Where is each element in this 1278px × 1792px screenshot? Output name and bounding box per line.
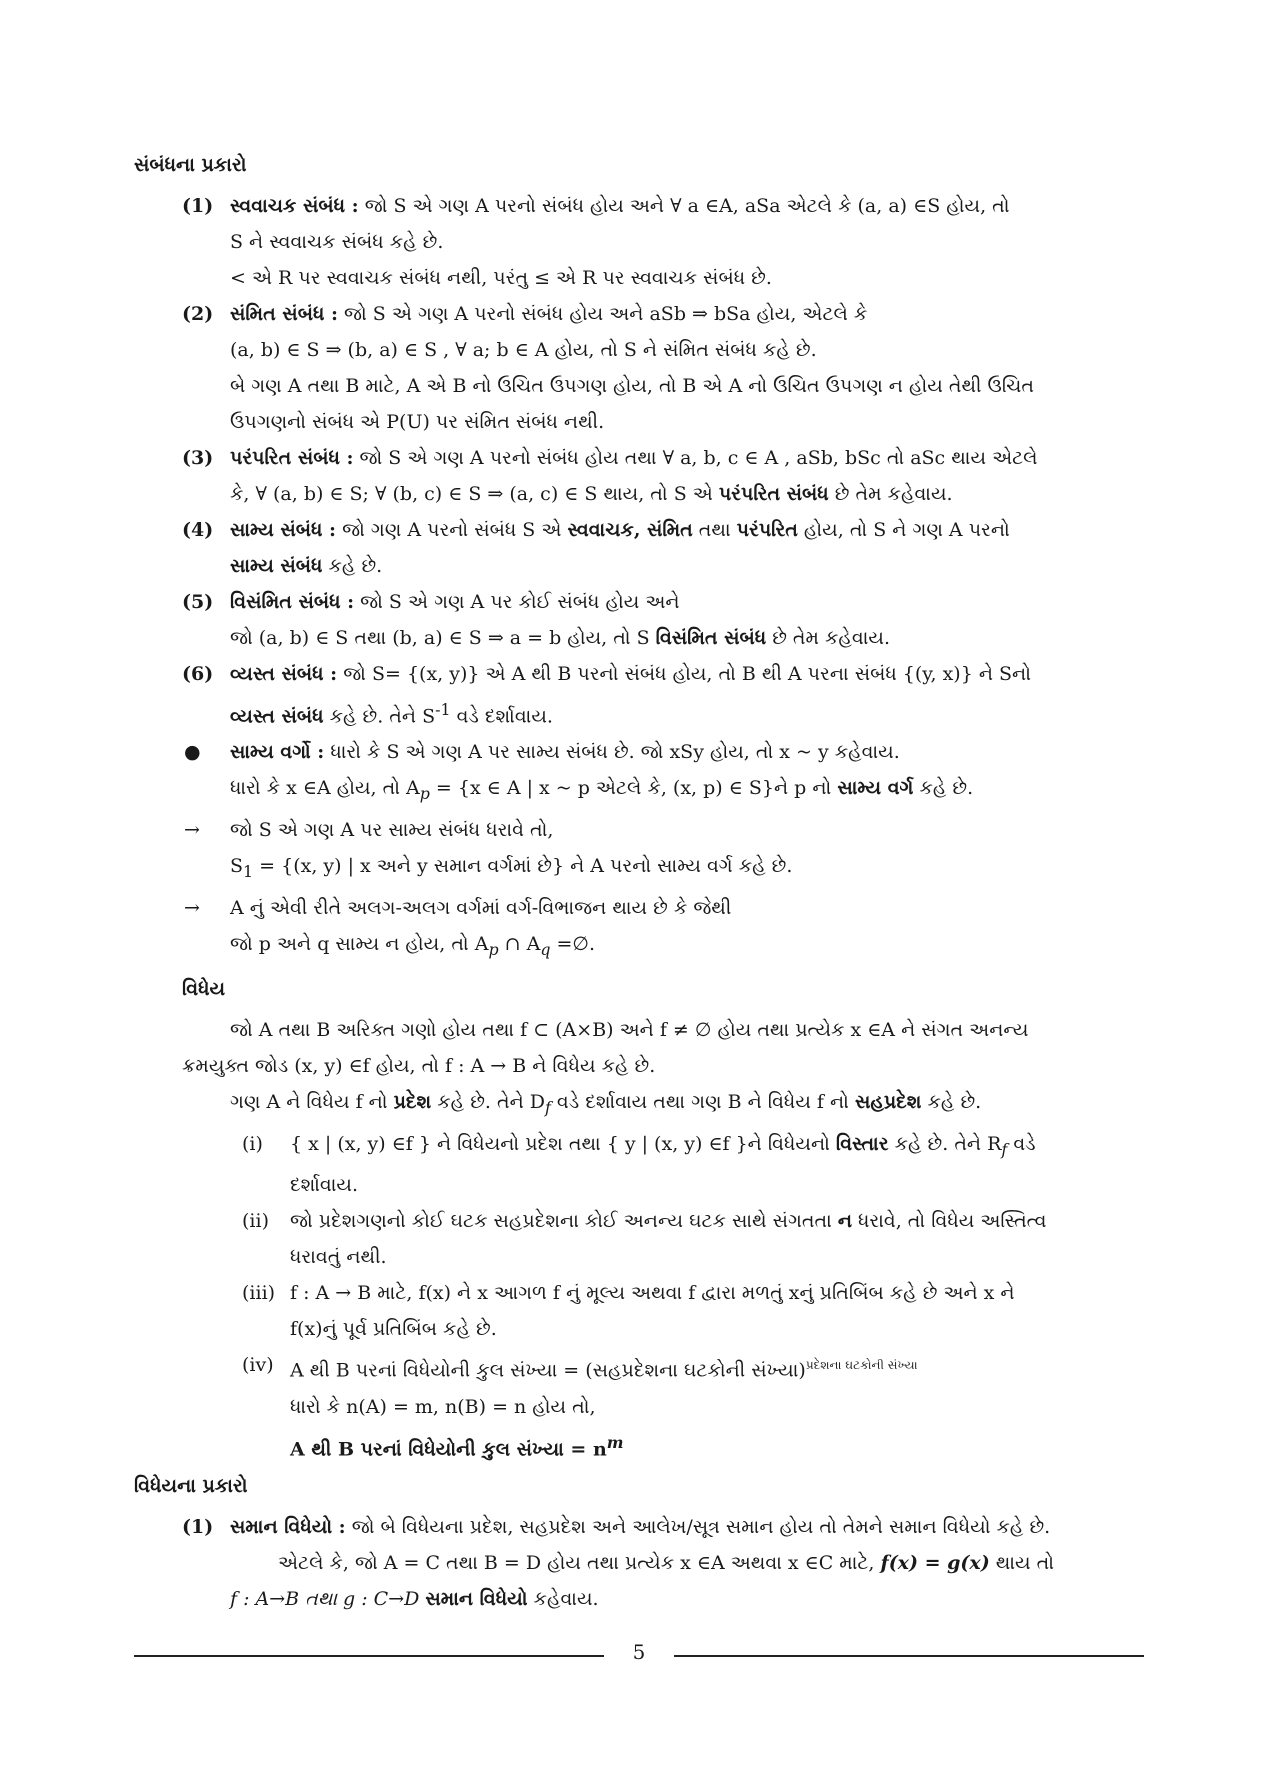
item-text: એટલે કે, જો A = C તથા B = D હોય તથા પ્રત્યેક x ∈A અથવા x ∈C માટે, xyxy=(278,1551,875,1574)
page-number: 5 xyxy=(632,1640,646,1664)
list-number: (i) xyxy=(242,1132,263,1155)
item-line xyxy=(290,1203,1144,1239)
relation-reflexive xyxy=(134,188,1144,296)
item-text: કહે છે. xyxy=(919,777,974,800)
para-line: જો A તથા B અરિક્ત ગણો હોય તથા f ⊂ (A×B) અને f ≠ ∅ હોય તથા પ્રત્યેક x ∈A ને સંગત અનન્ય xyxy=(230,1018,1029,1041)
item-line xyxy=(230,770,1144,812)
superscript: પ્રદેશના ઘટકોની સંખ્યા xyxy=(805,1358,918,1373)
item-text: ધરાવે, તો વિધેય અસ્તિત્વ xyxy=(858,1210,1047,1233)
item-line: જો S એ ગણ A પર સામ્ય સંબંધ ધરાવે તો, xyxy=(230,819,554,842)
item-text: f : A→B તથા g : C→D xyxy=(230,1587,420,1610)
item-text: કહે છે. xyxy=(927,1090,982,1113)
item-line xyxy=(230,1581,1144,1617)
item-text: જો S એ ગણ A પરનો સંબંધ હોય તથા ∀ a, b, c ∈ A , aSb, bSc તો aSc થાય એટલે xyxy=(359,447,1038,469)
section-heading-function-types: વિધેયના પ્રકારો xyxy=(134,1474,248,1497)
subscript: 1 xyxy=(243,861,254,881)
item-line: f(x)નું પૂર્વ પ્રતિબિંબ કહે છે. xyxy=(290,1318,497,1341)
bold-term: વિસંમિત સંબંધ xyxy=(655,627,767,649)
item-text: હોય, તો S ને ગણ A પરનો xyxy=(803,519,1010,541)
item-head: સંમિત સંબંધ : xyxy=(230,303,338,325)
list-number: (iv) xyxy=(242,1354,274,1377)
item-text: =∅. xyxy=(556,932,596,955)
item-text: જો પ્રદેશગણનો કોઈ ઘટક સહપ્રદેશના કોઈ અનન્ય ઘટક સાથે સંગતતા xyxy=(290,1210,832,1233)
bold-term: વ્યસ્ત સંબંધ xyxy=(230,705,324,728)
item-line xyxy=(230,584,1144,620)
para-line: ક્રમયુક્ત જોડ (x, y) ∈f હોય, તો f : A → B ને વિધેય કહે છે. xyxy=(182,1054,656,1077)
bold-term: પરંપરિત xyxy=(736,519,798,541)
item-text: તથા xyxy=(698,519,731,541)
item-line xyxy=(230,926,1144,968)
item-number: (2) xyxy=(182,303,214,325)
item-text: કહે છે. તેને S xyxy=(329,705,436,728)
domain-codomain-definition xyxy=(134,1084,1144,1126)
item-line: દર્શાવાય. xyxy=(290,1174,359,1197)
function-definition xyxy=(134,1012,1144,1084)
item-text: કહે છે. xyxy=(328,555,383,577)
page-footer xyxy=(134,1640,1144,1670)
section-heading-function: વિધેય xyxy=(182,977,226,1000)
section-heading-relation-types: સંબંધના પ્રકારો xyxy=(134,154,247,176)
item-text: જો p અને q સામ્ય ન હોય, તો A xyxy=(230,932,489,955)
item-number: (6) xyxy=(182,663,214,685)
item-head: સમાન વિધેયો : xyxy=(230,1515,346,1538)
subscript: q xyxy=(540,939,551,959)
item-text: કહેવાય. xyxy=(533,1587,599,1610)
item-text: જો S એ ગણ A પરનો સંબંધ હોય અને aSb ⇒ bSa હોય, એટલે કે xyxy=(344,303,868,325)
item-line xyxy=(230,188,1144,224)
bold-term: સામ્ય સંબંધ xyxy=(230,555,323,577)
item-line xyxy=(290,1347,1144,1388)
subscript: f xyxy=(1001,1139,1008,1159)
item-text: જો ગણ A પરનો સંબંધ S એ xyxy=(342,519,562,541)
arrow-note xyxy=(134,890,1144,968)
subscript: f xyxy=(545,1097,551,1117)
item-text: થાય તો xyxy=(995,1551,1054,1574)
bullet-icon: ● xyxy=(184,741,201,764)
bold-term: સામ્ય વર્ગ xyxy=(837,777,914,800)
footer-rule-right xyxy=(674,1655,1144,1657)
item-text: A થી B પરનાં વિધેયોની કુલ સંખ્યા = n xyxy=(290,1437,607,1460)
item-line xyxy=(230,734,1144,770)
item-line xyxy=(230,476,1144,512)
item-text: કહે છે. તેને R xyxy=(894,1132,1002,1155)
item-line xyxy=(230,548,1144,584)
item-number: (5) xyxy=(182,591,214,613)
bold-term: સહપ્રદેશ xyxy=(854,1090,922,1113)
item-line xyxy=(230,620,1144,656)
equal-functions xyxy=(134,1509,1144,1617)
item-text: વડે xyxy=(1013,1132,1036,1155)
arrow-note xyxy=(134,812,1144,890)
list-number: (ii) xyxy=(242,1210,269,1233)
equivalence-classes xyxy=(134,734,1144,812)
item-line: ધરાવતું નથી. xyxy=(290,1246,387,1269)
bold-term: પ્રદેશ xyxy=(393,1090,432,1113)
item-text: જો (a, b) ∈ S તથા (b, a) ∈ S ⇒ a = b હોય, તો S xyxy=(230,627,650,649)
item-text: જો S એ ગણ A પરનો સંબંધ હોય અને ∀ a ∈A, aSa એટલે કે (a, a) ∈S હોય, તો xyxy=(364,195,1010,217)
item-text: કે, ∀ (a, b) ∈ S; ∀ (b, c) ∈ S ⇒ (a, c) ∈ S થાય, તો S એ xyxy=(230,483,713,505)
item-text: ગણ A ને વિધેય f નો xyxy=(230,1090,388,1113)
item-text: વડે દર્શાવાય તથા ગણ B ને વિધેય f નો xyxy=(556,1090,849,1113)
item-text: જો બે વિધેયના પ્રદેશ, સહપ્રદેશ અને આલેખ/સૂત્ર સમાન હોય તો તેમને સમાન વિધેયો કહે છે. xyxy=(351,1515,1051,1538)
item-text: છે તેમ કહેવાય. xyxy=(834,483,953,505)
superscript: -1 xyxy=(435,700,451,719)
item-text: = {(x, y) | x અને y સમાન વર્ગમાં છે} ને A પરનો સામ્ય વર્ગ કહે છે. xyxy=(259,855,793,878)
item-head: સામ્ય સંબંધ : xyxy=(230,519,337,541)
item-line xyxy=(230,1545,1144,1581)
bold-term: પરંપરિત સંબંધ xyxy=(718,483,829,505)
relation-inverse xyxy=(134,656,1144,734)
bold-term: વિસ્તાર xyxy=(835,1132,889,1155)
item-line xyxy=(290,1425,1144,1467)
subscript: p xyxy=(419,784,430,804)
item-text: જો S= {(x, y)} એ A થી B પરનો સંબંધ હોય, તો B થી A પરના સંબંધ {(y, x)} ને Sનો xyxy=(343,663,1031,685)
function-point-ii xyxy=(134,1203,1144,1275)
function-point-iv xyxy=(134,1347,1144,1467)
bold-term: ન xyxy=(837,1210,852,1233)
item-text: ધારો કે x ∈A હોય, તો A xyxy=(230,777,420,800)
item-text: A થી B પરનાં વિધેયોની કુલ સંખ્યા = (સહપ્રદેશના ઘટકોની સંખ્યા) xyxy=(290,1359,806,1382)
relation-equivalence xyxy=(134,512,1144,584)
item-line xyxy=(230,656,1144,692)
relation-transitive xyxy=(134,440,1144,512)
subscript: p xyxy=(488,939,499,959)
item-line: (a, b) ∈ S ⇒ (b, a) ∈ S , ∀ a; b ∈ A હોય, તો S ને સંમિત સંબંધ કહે છે. xyxy=(230,339,817,361)
item-line xyxy=(230,692,1144,734)
item-line xyxy=(290,1126,1144,1168)
item-text: { x | (x, y) ∈f } ને વિધેયનો પ્રદેશ તથા { y | (x, y) ∈f }ને વિધેયનો xyxy=(290,1132,830,1155)
item-text: વડે દર્શાવાય. xyxy=(456,705,553,728)
item-line: < એ R પર સ્વવાચક સંબંધ નથી, પરંતુ ≤ એ R પર સ્વવાચક સંબંધ છે. xyxy=(230,267,772,289)
item-line xyxy=(230,440,1144,476)
item-head: વ્યસ્ત સંબંધ : xyxy=(230,663,338,685)
function-point-i xyxy=(134,1126,1144,1204)
item-text: S xyxy=(230,855,244,878)
bold-term: સ્વવાચક, સંમિત xyxy=(567,519,693,541)
relation-antisymmetric xyxy=(134,584,1144,656)
item-line: બે ગણ A તથા B માટે, A એ B નો ઉચિત ઉપગણ હોય, તો B એ A નો ઉચિત ઉપગણ ન હોય તેથી ઉચિત xyxy=(230,375,1034,397)
item-head: વિસંમિત સંબંધ : xyxy=(230,591,355,613)
list-number: (iii) xyxy=(242,1282,276,1305)
item-line: ધારો કે n(A) = m, n(B) = n હોય તો, xyxy=(290,1395,596,1418)
item-head: સામ્ય વર્ગો : xyxy=(230,741,325,764)
item-line: f : A → B માટે, f(x) ને x આગળ f નું મૂલ્ય અથવા f દ્વારા મળતું xનું પ્રતિબિંબ કહે છે અને x ને xyxy=(290,1282,1015,1305)
arrow-icon: → xyxy=(184,896,200,919)
document-body xyxy=(134,148,1144,1617)
item-line xyxy=(230,296,1144,332)
item-text: = {x ∈ A | x ~ p એટલે કે, (x, p) ∈ S}ને p નો xyxy=(435,777,832,800)
item-head: સ્વવાચક સંબંધ : xyxy=(230,195,359,217)
item-line: S ને સ્વવાચક સંબંધ કહે છે. xyxy=(230,231,444,253)
item-head: પરંપરિત સંબંધ : xyxy=(230,447,354,469)
item-line xyxy=(230,1509,1144,1545)
superscript: m xyxy=(606,1432,624,1452)
function-point-iii xyxy=(134,1275,1144,1347)
item-line: A નું એવી રીતે અલગ-અલગ વર્ગમાં વર્ગ-વિભાજન થાય છે કે જેથી xyxy=(230,896,732,919)
item-number: (1) xyxy=(182,195,214,217)
item-number: (4) xyxy=(182,519,214,541)
item-text: કહે છે. તેને D xyxy=(437,1090,546,1113)
bold-term: સમાન વિધેયો xyxy=(425,1587,528,1610)
arrow-icon: → xyxy=(184,819,200,842)
item-text: છે તેમ કહેવાય. xyxy=(772,627,890,649)
item-text: જો S એ ગણ A પર કોઈ સંબંધ હોય અને xyxy=(360,591,680,613)
item-line: ઉપગણનો સંબંધ એ P(U) પર સંમિત સંબંધ નથી. xyxy=(230,411,605,433)
item-text: ધારો કે S એ ગણ A પર સામ્ય સંબંધ છે. જો xSy હોય, તો x ~ y કહેવાય. xyxy=(330,741,900,764)
item-line xyxy=(230,848,1144,890)
item-number: (3) xyxy=(182,447,214,469)
item-text: ∩ A xyxy=(504,932,541,955)
bold-term: f(x) = g(x) xyxy=(880,1551,990,1574)
item-number: (1) xyxy=(182,1515,214,1538)
item-line xyxy=(230,512,1144,548)
relation-symmetric xyxy=(134,296,1144,440)
